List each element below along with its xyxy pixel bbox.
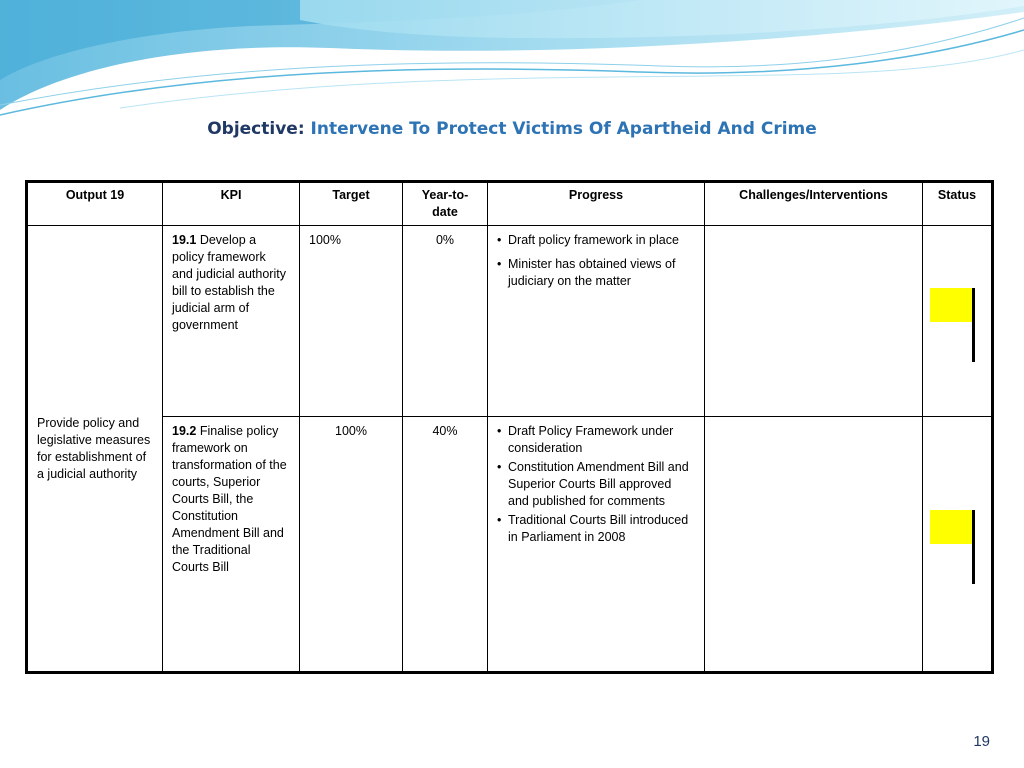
kpi-cell (163, 226, 300, 417)
table-row (27, 226, 993, 417)
kpi-number: 19.1 (172, 233, 197, 247)
table-header-row (27, 182, 993, 226)
objective-value: Intervene To Protect Victims Of Apartheid And Crime (310, 119, 817, 139)
status-cell (923, 417, 993, 673)
status-flag-pole (972, 510, 975, 584)
header-status: Status (923, 182, 993, 226)
progress-item: • Constitution Amendment Bill and Superior Courts Bill approved and published for comments (497, 459, 695, 510)
kpi-text: Finalise policy framework on transformation of the courts, Superior Courts Bill, the Constitution Amendment Bill and the Traditional Courts Bill (172, 424, 287, 574)
header-output: Output 19 (27, 182, 163, 226)
slide-title (0, 119, 1024, 139)
target-cell: 100% (300, 226, 403, 417)
status-flag-pole (972, 288, 975, 362)
progress-cell (488, 417, 705, 673)
progress-item: • Minister has obtained views of judiciary on the matter (497, 256, 695, 290)
header-target: Target (300, 182, 403, 226)
page-number: 19 (973, 733, 990, 750)
progress-item: • Draft policy framework in place (497, 232, 695, 249)
kpi-cell (163, 417, 300, 673)
challenges-cell (705, 417, 923, 673)
header-kpi: KPI (163, 182, 300, 226)
kpi-text: Develop a policy framework and judicial authority bill to establish the judicial arm of government (172, 233, 286, 332)
progress-cell (488, 226, 705, 417)
kpi-number: 19.2 (172, 424, 197, 438)
ytd-cell: 0% (403, 226, 488, 417)
header-progress: Progress (488, 182, 705, 226)
output-description: Provide policy and legislative measures for establishment of a judicial authority (27, 226, 163, 673)
progress-item: • Traditional Courts Bill introduced in Parliament in 2008 (497, 512, 695, 546)
status-flag-icon (930, 288, 976, 364)
progress-list (497, 232, 695, 290)
status-flag-fill (930, 510, 973, 544)
status-flag-icon (930, 510, 976, 586)
objective-label: Objective: (207, 119, 305, 139)
ytd-cell: 40% (403, 417, 488, 673)
table-row (27, 417, 993, 673)
target-cell: 100% (300, 417, 403, 673)
status-cell (923, 226, 993, 417)
header-challenges: Challenges/Interventions (705, 182, 923, 226)
progress-item: • Draft Policy Framework under consideration (497, 423, 695, 457)
progress-list (497, 423, 695, 546)
challenges-cell (705, 226, 923, 417)
header-year-to-date: Year-to-date (403, 182, 488, 226)
kpi-table (25, 180, 994, 674)
status-flag-fill (930, 288, 973, 322)
